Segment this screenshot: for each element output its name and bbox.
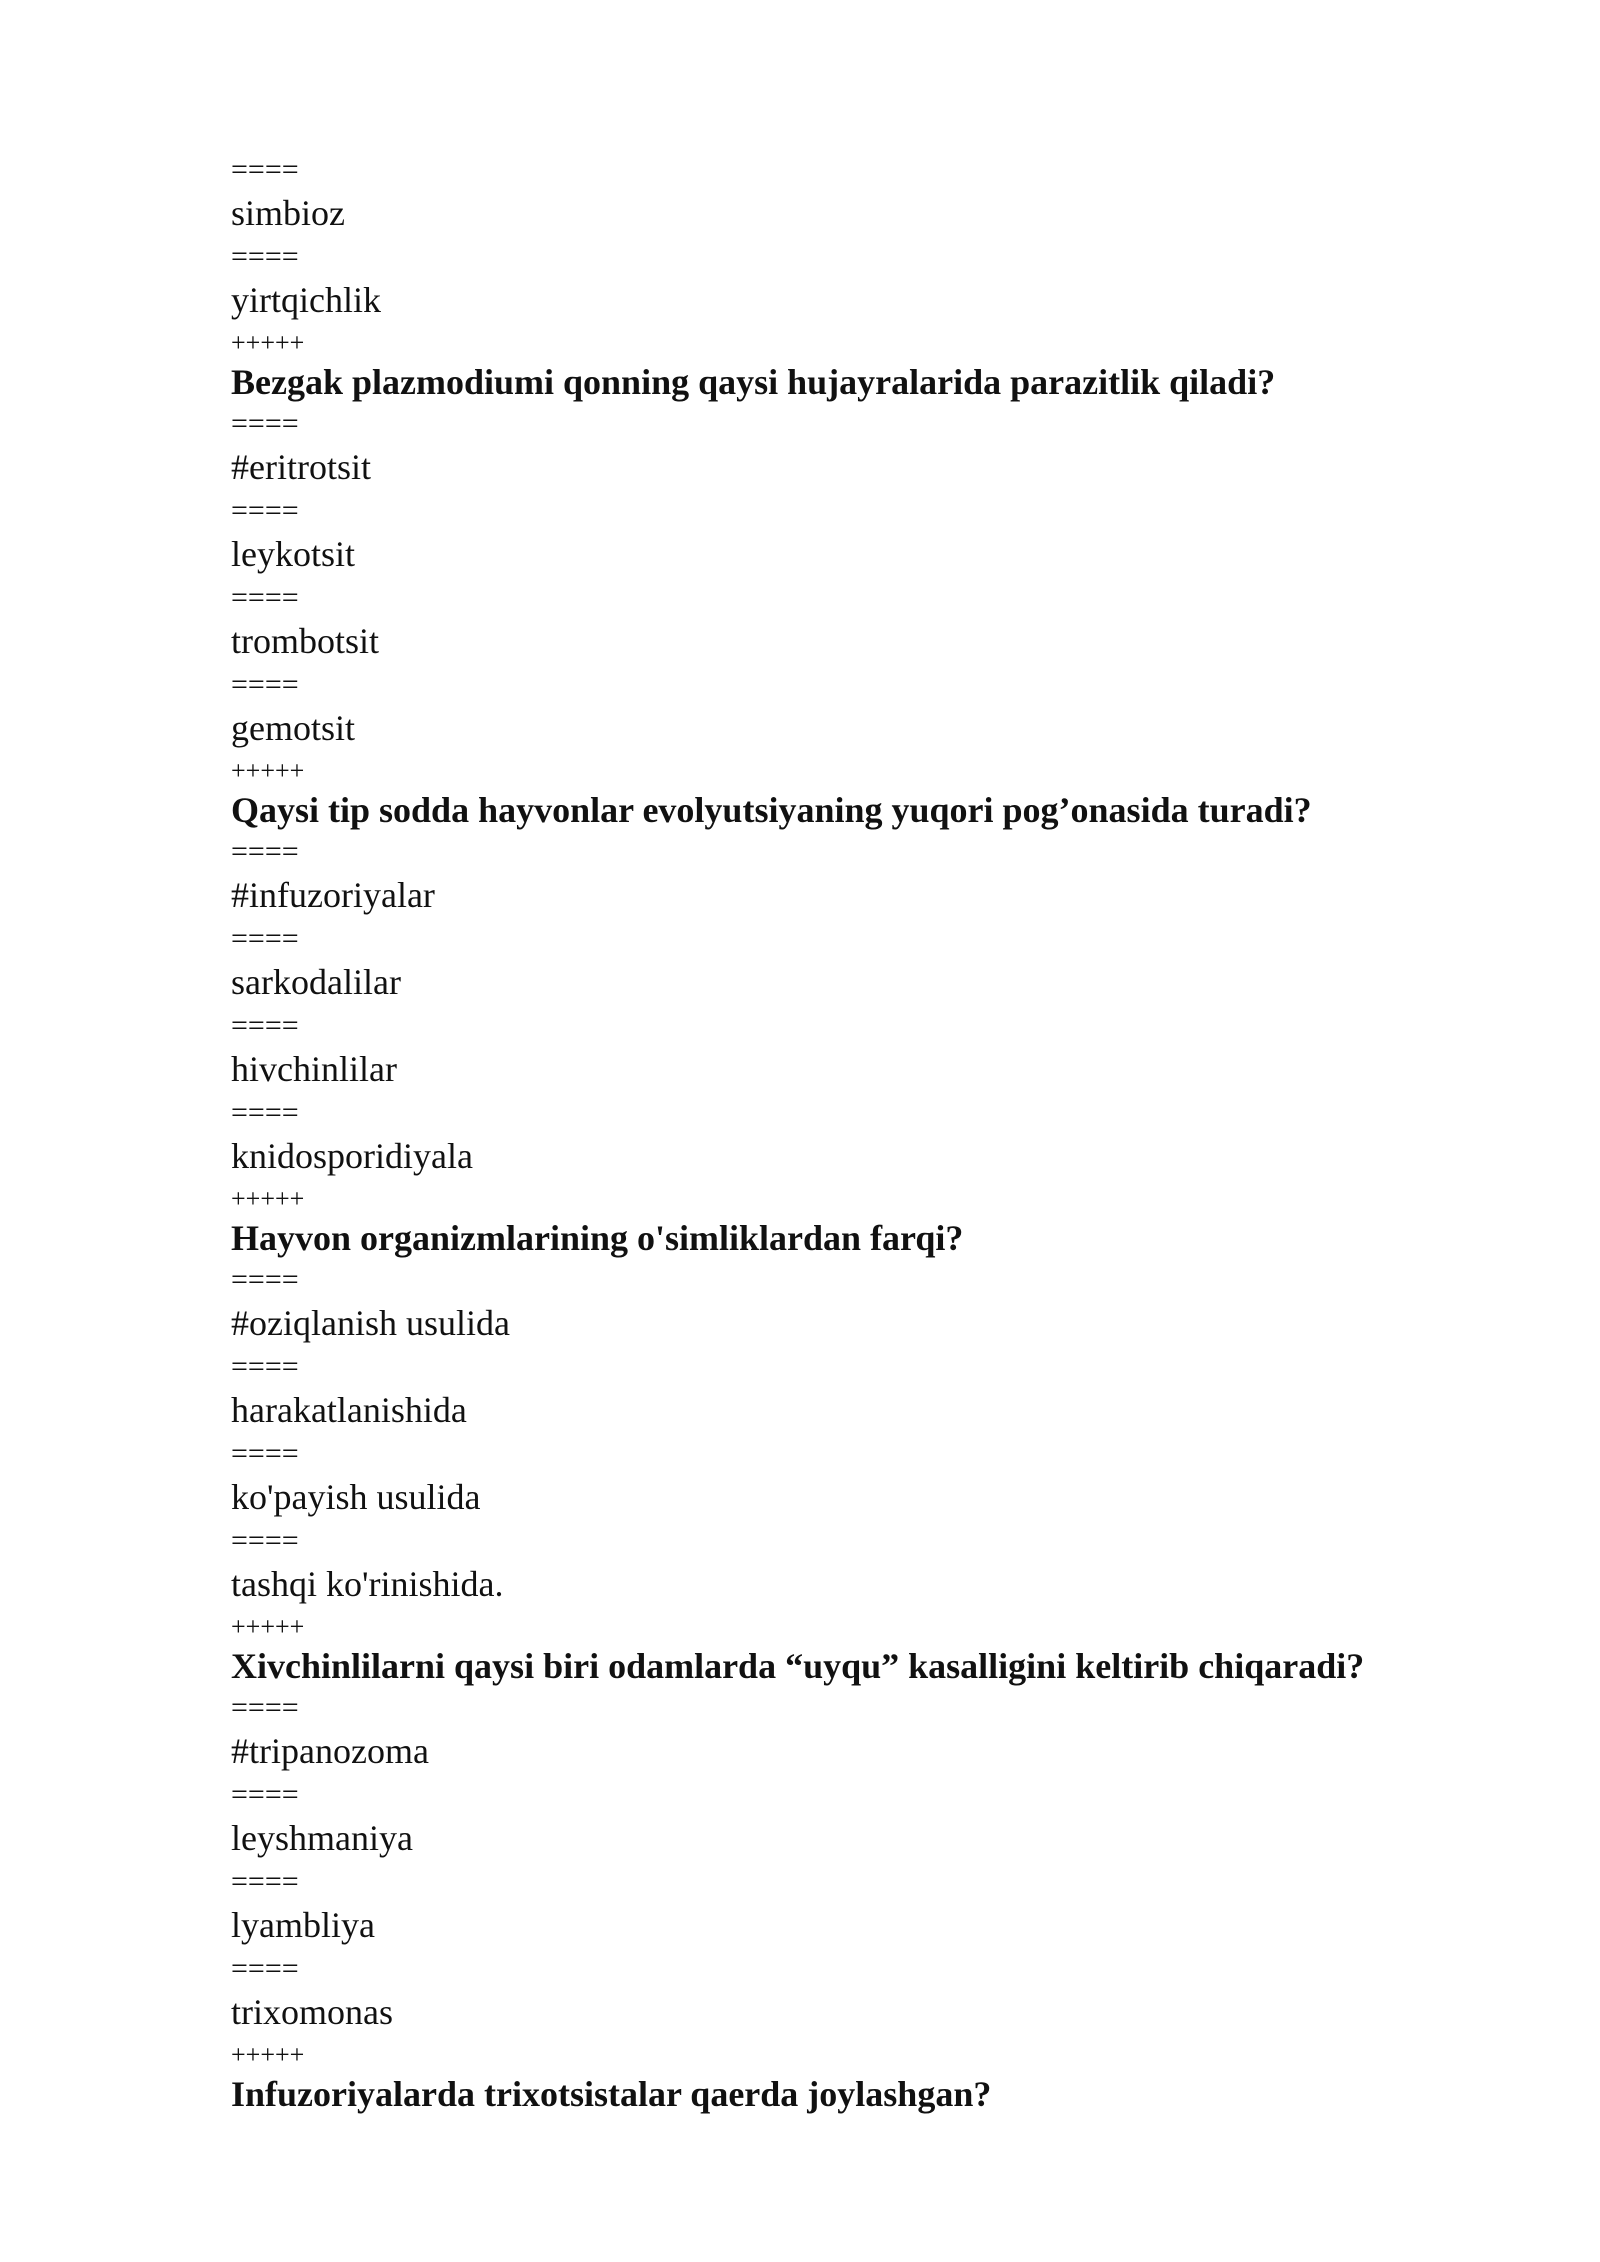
answer-option: simbioz [231,193,345,233]
answer-option: ko'payish usulida [231,1477,481,1517]
question-delimiter: +++++ [231,2040,305,2069]
separator-line: ==== [231,1437,299,1470]
answer-option: leykotsit [231,534,355,574]
question-text: Infuzoriyalarda trixotsistalar qaerda joylashgan? [231,2074,992,2114]
question-delimiter: +++++ [231,328,305,357]
separator-line: ==== [231,494,299,527]
separator-line: ==== [231,835,299,868]
answer-option: harakatlanishida [231,1390,467,1430]
answer-option: knidosporidiyala [231,1136,473,1176]
separator-line: ==== [231,1865,299,1898]
answer-option: #infuzoriyalar [231,875,435,915]
question-text: Qaysi tip sodda hayvonlar evolyutsiyaning yuqori pog’onasida turadi? [231,790,1312,830]
question-delimiter: +++++ [231,1184,305,1213]
separator-line: ==== [231,1952,299,1985]
question-delimiter: +++++ [231,756,305,785]
answer-option: yirtqichlik [231,280,381,320]
separator-line: ==== [231,153,299,186]
separator-line: ==== [231,1778,299,1811]
document-page [231,155,1491,2121]
separator-line: ==== [231,668,299,701]
separator-line: ==== [231,407,299,440]
separator-line: ==== [231,1096,299,1129]
separator-line: ==== [231,1009,299,1042]
question-text: Hayvon organizmlarining o'simliklardan farqi? [231,1218,964,1258]
answer-option: sarkodalilar [231,962,401,1002]
question-text: Bezgak plazmodiumi qonning qaysi hujayralarida parazitlik qiladi? [231,362,1276,402]
separator-line: ==== [231,1524,299,1557]
separator-line: ==== [231,581,299,614]
answer-option: #oziqlanish usulida [231,1303,510,1343]
separator-line: ==== [231,240,299,273]
separator-line: ==== [231,1350,299,1383]
answer-option: gemotsit [231,708,355,748]
answer-option: #tripanozoma [231,1731,429,1771]
answer-option: hivchinlilar [231,1049,397,1089]
answer-option: lyambliya [231,1905,375,1945]
answer-option: trixomonas [231,1992,393,2032]
answer-option: tashqi ko'rinishida. [231,1564,504,1604]
question-delimiter: +++++ [231,1612,305,1641]
answer-option: #eritrotsit [231,447,371,487]
answer-option: leyshmaniya [231,1818,413,1858]
separator-line: ==== [231,1691,299,1724]
separator-line: ==== [231,922,299,955]
question-text: Xivchinlilarni qaysi biri odamlarda “uyqu” kasalligini keltirib chiqaradi? [231,1646,1365,1686]
separator-line: ==== [231,1263,299,1296]
answer-option: trombotsit [231,621,380,661]
